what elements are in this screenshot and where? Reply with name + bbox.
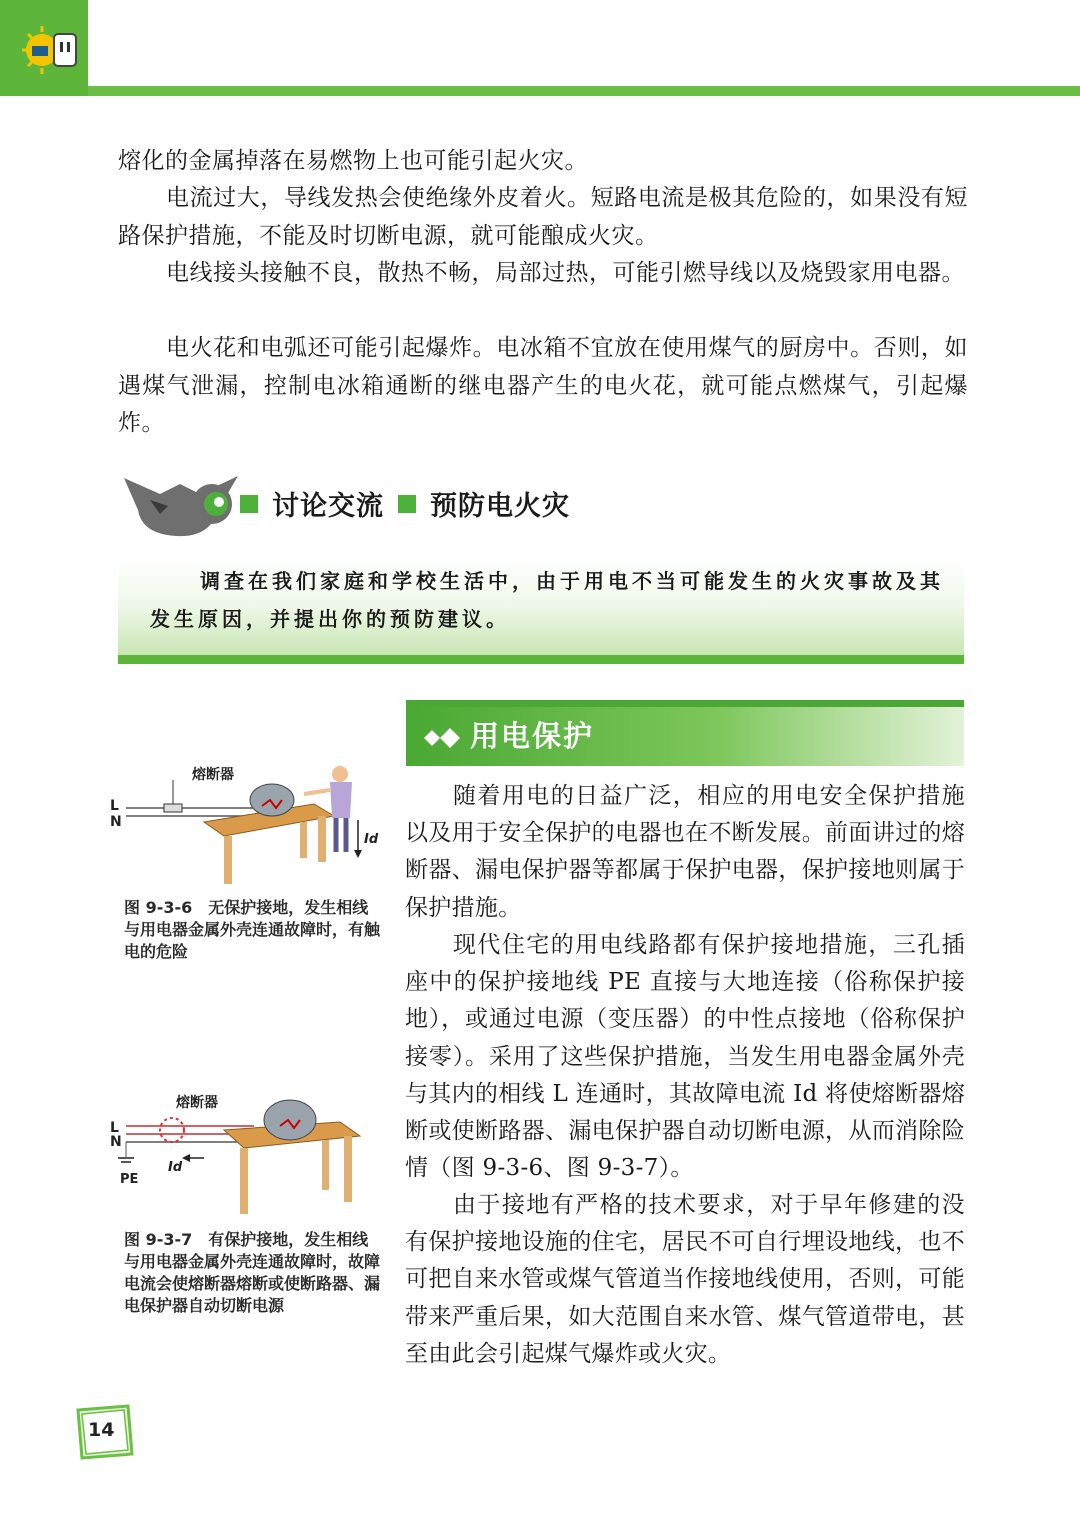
fig1-l-label: L (110, 798, 119, 814)
diamond-icon (424, 726, 468, 750)
section-paragraph-2: 现代住宅的用电线路都有保护接地措施，三孔插座中的保护接地线 PE 直接与大地连接（俗称保护接地），或通过电源（变压器）的中性点接地（俗称保护接零）。采用了这些保护措施，当发生用电器金属外壳与其内的相线 L 连通时，其故障电流 Id 将使熔断器熔断或使断路器、漏电保护器自动切断电源，从而消除险情（图 9-3-6、图 9-3-7）。 (405, 932, 965, 1182)
figure-caption-9-3-7: 图 9-3-7 有保护接地，发生相线与用电器金属外壳连通故障时，故障电流会使熔断器熔断或使断路器、漏电保护器自动切断电源 (124, 1230, 381, 1315)
paragraph-1: 熔化的金属掉落在易燃物上也可能引起火灾。 (118, 148, 588, 174)
fig2-pe-label: PE (120, 1172, 139, 1187)
page-number: 14 (88, 1419, 115, 1441)
fig2-current-label: Id (168, 1160, 183, 1175)
section-paragraph-1: 随着用电的日益广泛，相应的用电安全保护措施以及用于安全保护的电器也在不断发展。前面讲过的熔断器、漏电保护器等都属于保护电器，保护接地则属于保护措施。 (405, 783, 965, 921)
figure-caption-9-3-6: 图 9-3-6 无保护接地，发生相线与用电器金属外壳连通故障时，有触电的危险 (124, 898, 381, 961)
paragraph-3: 电线接头接触不良，散热不畅，局部过热，可能引燃导线以及烧毁家用电器。 (166, 260, 965, 286)
figure-no-ground-illustration (104, 760, 384, 890)
header-green-line (88, 86, 1080, 96)
fig2-fuse-label: 熔断器 (176, 1095, 218, 1111)
fig1-n-label: N (110, 814, 122, 830)
green-square-icon (240, 495, 258, 513)
paragraph-2: 电流过大，导线发热会使绝缘外皮着火。短路电流是极其危险的，如果没有短路保护措施，不能及时切断电源，就可能酿成火灾。 (118, 185, 968, 249)
discussion-label: 讨论交流 (272, 491, 384, 522)
section-paragraph-3: 由于接地有严格的技术要求，对于早年修建的没有保护接地设施的住宅，居民不可自行埋设地线，也不可把自来水管或煤气管道当作接地线使用，否则，可能带来严重后果，如大范围自来水管、煤气管道带电，甚至由此会引起煤气爆炸或火灾。 (405, 1192, 965, 1367)
fig2-n-label: N (110, 1134, 122, 1150)
fig1-fuse-label: 熔断器 (192, 767, 234, 783)
plug-socket-icon (20, 20, 80, 80)
discussion-title (240, 484, 570, 523)
paragraph-4: 电火花和电弧还可能引起爆炸。电冰箱不宜放在使用煤气的厨房中。否则，如遇煤气泄漏，控制电冰箱通断的继电器产生的电火花，就可能点燃煤气，引起爆炸。 (118, 335, 968, 436)
section-title: 用电保护 (470, 719, 595, 753)
fig1-current-label: Id (364, 832, 379, 847)
figure-with-ground-illustration (104, 1090, 384, 1220)
discussion-text: 调查在我们家庭和学校生活中，由于用电不当可能发生的火灾事故及其发生原因，并提出你的预防建议。 (150, 569, 944, 631)
discussion-topic: 预防电火灾 (430, 491, 570, 522)
green-square-icon (398, 495, 416, 513)
fig2-l-label: L (110, 1120, 119, 1136)
